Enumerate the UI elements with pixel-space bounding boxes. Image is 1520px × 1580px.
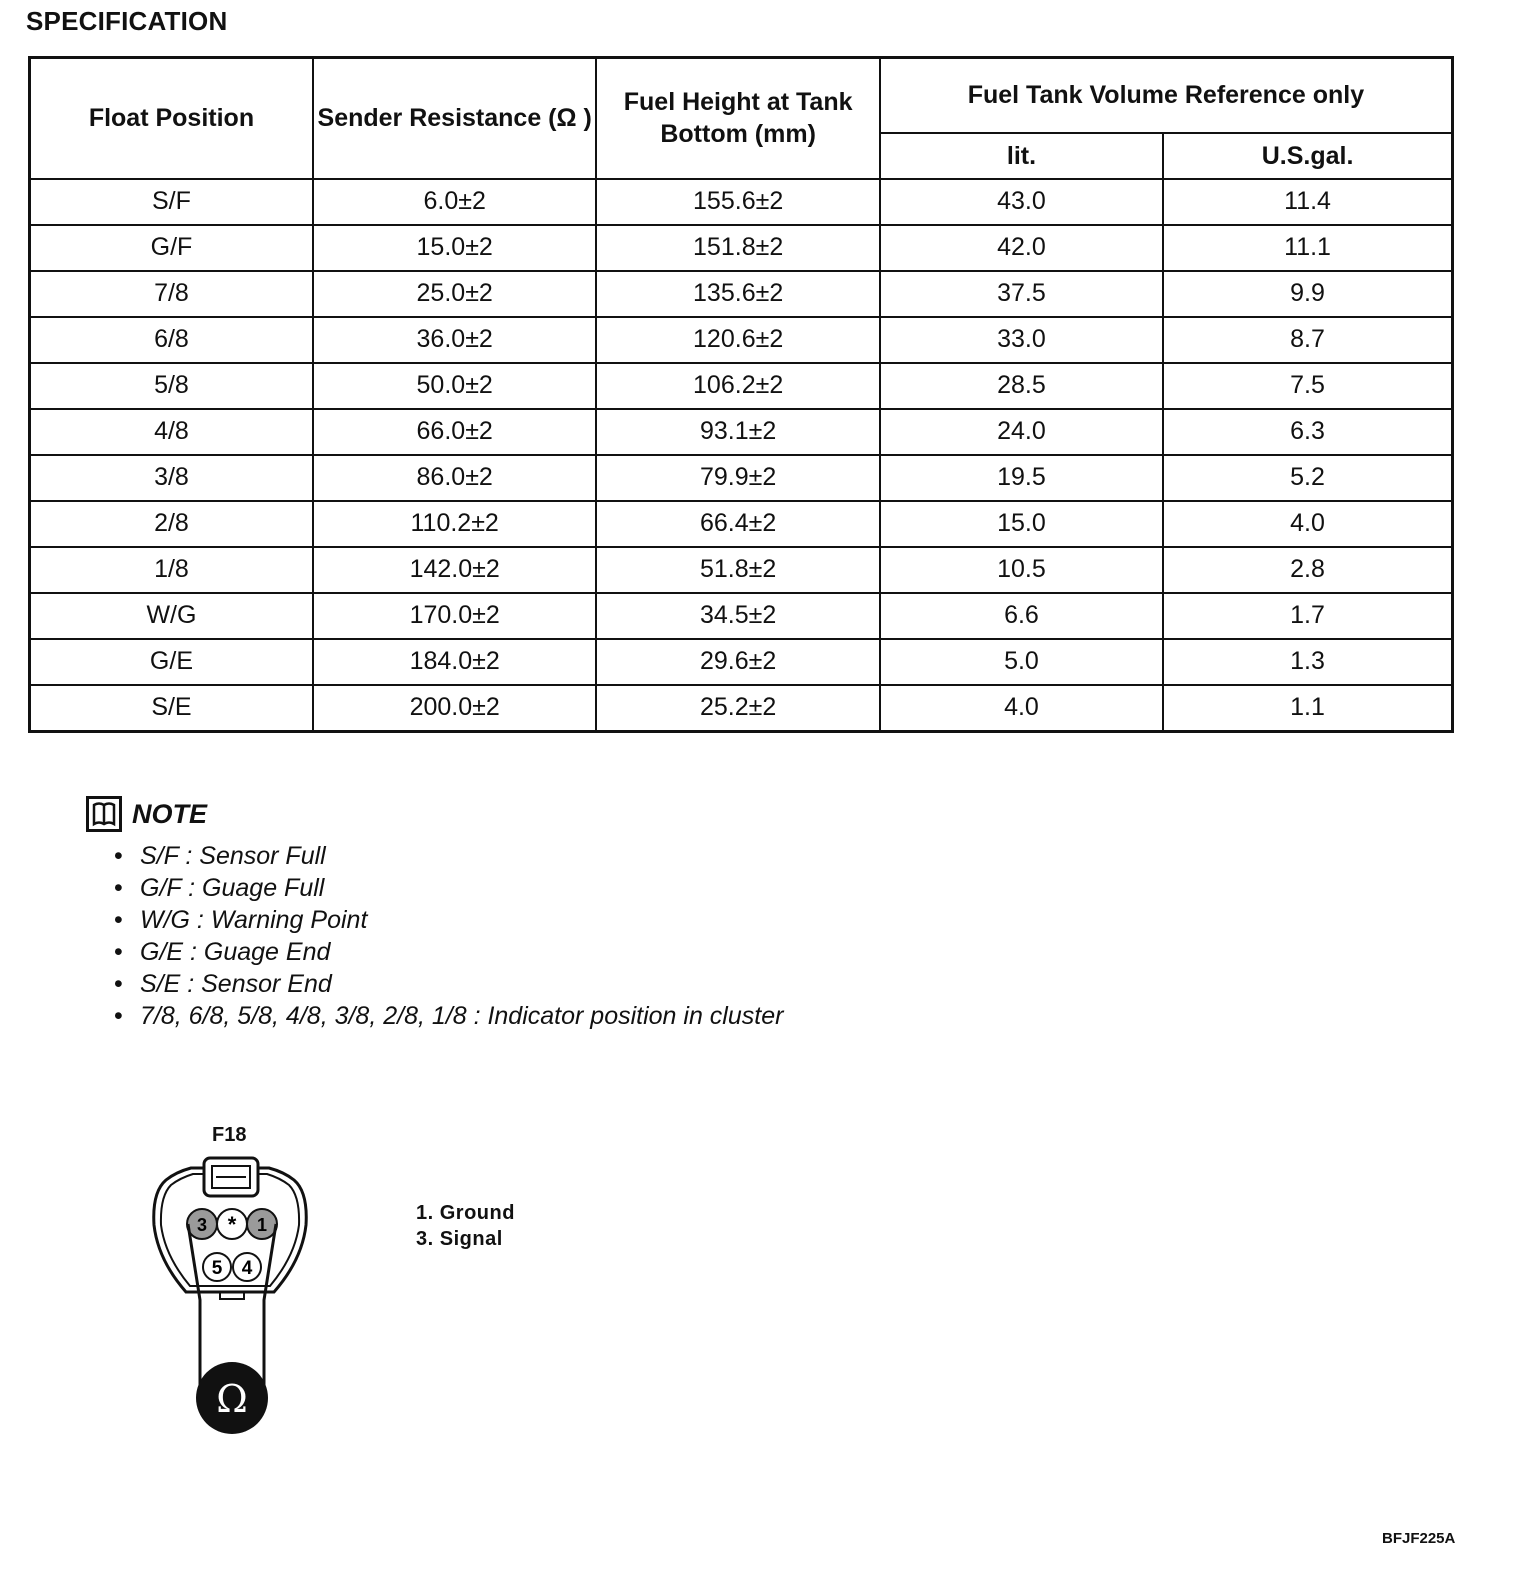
cell-lit: 4.0	[880, 685, 1163, 732]
cell-float-position: 6/8	[30, 317, 313, 363]
cell-float-position: 4/8	[30, 409, 313, 455]
header-lit: lit.	[880, 133, 1163, 179]
table-row	[30, 179, 1453, 225]
cell-fuel-height: 135.6±2	[596, 271, 879, 317]
cell-lit: 10.5	[880, 547, 1163, 593]
cell-resistance: 15.0±2	[313, 225, 597, 271]
specification-table	[28, 56, 1454, 733]
cell-lit: 5.0	[880, 639, 1163, 685]
cell-usgal: 2.8	[1163, 547, 1452, 593]
cell-lit: 37.5	[880, 271, 1163, 317]
cell-fuel-height: 29.6±2	[596, 639, 879, 685]
cell-float-position: G/E	[30, 639, 313, 685]
pin-label: 1	[256, 1215, 268, 1235]
header-float-position: Float Position	[30, 58, 313, 179]
cell-resistance: 66.0±2	[313, 409, 597, 455]
cell-float-position: 1/8	[30, 547, 313, 593]
cell-fuel-height: 34.5±2	[596, 593, 879, 639]
list-item: • G/E : Guage End	[140, 936, 783, 968]
connector-diagram	[146, 1150, 326, 1450]
list-item: • G/F : Guage Full	[140, 872, 783, 904]
pin-label: 3	[196, 1215, 208, 1235]
cell-resistance: 142.0±2	[313, 547, 597, 593]
cell-usgal: 1.1	[1163, 685, 1452, 732]
cell-fuel-height: 120.6±2	[596, 317, 879, 363]
cell-usgal: 4.0	[1163, 501, 1452, 547]
cell-resistance: 86.0±2	[313, 455, 597, 501]
table-row	[30, 547, 1453, 593]
header-fuel-height: Fuel Height at Tank Bottom (mm)	[596, 58, 879, 179]
wire-pin-3	[188, 1224, 200, 1388]
wire-pin-1	[264, 1224, 276, 1388]
ohm-symbol: Ω	[216, 1377, 248, 1421]
cell-fuel-height: 151.8±2	[596, 225, 879, 271]
pin-legend-item: 3. Signal	[416, 1228, 503, 1250]
cell-resistance: 110.2±2	[313, 501, 597, 547]
header-sender-resistance: Sender Resistance (Ω )	[313, 58, 597, 179]
note-section	[86, 796, 783, 1032]
pin-label: *	[227, 1212, 237, 1237]
cell-lit: 24.0	[880, 409, 1163, 455]
cell-lit: 33.0	[880, 317, 1163, 363]
cell-fuel-height: 93.1±2	[596, 409, 879, 455]
table-row	[30, 685, 1453, 732]
cell-lit: 42.0	[880, 225, 1163, 271]
cell-resistance: 170.0±2	[313, 593, 597, 639]
cell-usgal: 8.7	[1163, 317, 1452, 363]
cell-usgal: 11.4	[1163, 179, 1452, 225]
cell-usgal: 7.5	[1163, 363, 1452, 409]
table-row	[30, 363, 1453, 409]
list-item: • S/F : Sensor Full	[140, 840, 783, 872]
cell-usgal: 6.3	[1163, 409, 1452, 455]
cell-float-position: 5/8	[30, 363, 313, 409]
cell-fuel-height: 25.2±2	[596, 685, 879, 732]
note-header	[86, 796, 783, 832]
cell-usgal: 1.3	[1163, 639, 1452, 685]
cell-usgal: 1.7	[1163, 593, 1452, 639]
cell-resistance: 25.0±2	[313, 271, 597, 317]
cell-lit: 28.5	[880, 363, 1163, 409]
cell-resistance: 184.0±2	[313, 639, 597, 685]
cell-fuel-height: 66.4±2	[596, 501, 879, 547]
table-row	[30, 593, 1453, 639]
cell-usgal: 11.1	[1163, 225, 1452, 271]
note-list	[86, 840, 783, 1032]
note-title: NOTE	[132, 798, 208, 829]
cell-float-position: W/G	[30, 593, 313, 639]
cell-resistance: 6.0±2	[313, 179, 597, 225]
header-fuel-tank-volume: Fuel Tank Volume Reference only	[880, 58, 1453, 133]
pin-label: 4	[241, 1258, 253, 1279]
cell-float-position: G/F	[30, 225, 313, 271]
header-usgal: U.S.gal.	[1163, 133, 1452, 179]
cell-fuel-height: 79.9±2	[596, 455, 879, 501]
cell-usgal: 9.9	[1163, 271, 1452, 317]
cell-float-position: 2/8	[30, 501, 313, 547]
table-row	[30, 455, 1453, 501]
cell-float-position: 3/8	[30, 455, 313, 501]
cell-float-position: S/F	[30, 179, 313, 225]
list-item: • 7/8, 6/8, 5/8, 4/8, 3/8, 2/8, 1/8 : Indicator position in cluster	[140, 1000, 783, 1032]
book-icon	[86, 796, 122, 832]
pin-legend	[416, 1200, 515, 1252]
cell-lit: 43.0	[880, 179, 1163, 225]
cell-resistance: 50.0±2	[313, 363, 597, 409]
cell-usgal: 5.2	[1163, 455, 1452, 501]
cell-fuel-height: 155.6±2	[596, 179, 879, 225]
connector-label: F18	[212, 1124, 247, 1146]
cell-float-position: S/E	[30, 685, 313, 732]
cell-lit: 19.5	[880, 455, 1163, 501]
list-item: • S/E : Sensor End	[140, 968, 783, 1000]
cell-resistance: 36.0±2	[313, 317, 597, 363]
cell-fuel-height: 51.8±2	[596, 547, 879, 593]
pin-label: 5	[211, 1258, 223, 1279]
table-row	[30, 409, 1453, 455]
cell-fuel-height: 106.2±2	[596, 363, 879, 409]
table-row	[30, 271, 1453, 317]
page-title: SPECIFICATION	[26, 6, 228, 36]
table-row	[30, 639, 1453, 685]
table-row	[30, 501, 1453, 547]
table-row	[30, 225, 1453, 271]
table-row	[30, 317, 1453, 363]
list-item: • W/G : Warning Point	[140, 904, 783, 936]
cell-resistance: 200.0±2	[313, 685, 597, 732]
cell-float-position: 7/8	[30, 271, 313, 317]
pin-legend-item: 1. Ground	[416, 1202, 515, 1224]
cell-lit: 6.6	[880, 593, 1163, 639]
cell-lit: 15.0	[880, 501, 1163, 547]
figure-code: BFJF225A	[1382, 1530, 1456, 1547]
